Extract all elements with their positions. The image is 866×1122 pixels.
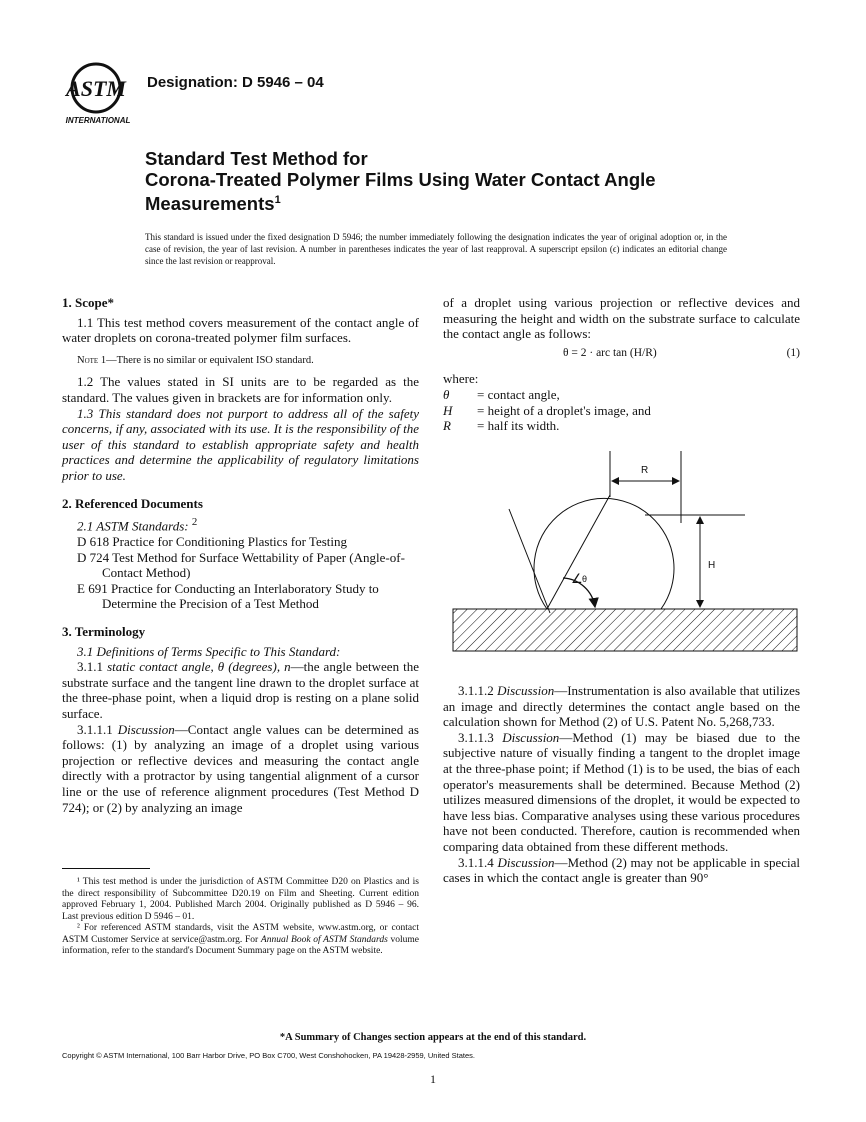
designation: Designation: D 5946 – 04 [147, 74, 324, 91]
term-3-1-1-term: static contact angle, θ (degrees), n [107, 659, 291, 675]
where-label: where: [443, 371, 479, 387]
theta-label: θ [582, 574, 588, 584]
scope-1-3: 1.3 This standard does not purport to address all of the safety concerns, if any, associated with its use. It is the responsibility of the user of this standard to establish appropriate safety and health practices and determine the applicability of regulatory limitations prior to use. [62, 405, 419, 483]
disc-text: —Instrumentation is also available that utilizes an image and directly determines the contact angle based on the calculation shown for Method (2) of U.S. Patent No. 5,268,733. [443, 683, 801, 730]
symbol-list [443, 387, 800, 434]
symbol: H [443, 402, 453, 418]
scope-heading: 1. Scope* [62, 295, 114, 310]
term-3-1-1-num: 3.1.1 [77, 659, 103, 675]
terminology-heading: 3. Terminology [62, 624, 146, 640]
note-text: 1—There is no similar or equivalent ISO standard. [100, 354, 314, 366]
standard-notice: This standard is issued under the fixed designation D 5946; the number immediately following the designation indicates the year of original adoption or, in the case of revision, the year of last revision. A number in parentheses indicates the year of last reapproval. A superscript epsilon (ϵ) indicates an editorial change since the last revision or reapproval. [145, 232, 727, 266]
disc-label: Discussion [502, 729, 560, 745]
discussion-3-1-1-2 [443, 683, 800, 730]
term-3-1-text: 3.1 Definitions of Terms Specific to This Standard: [77, 643, 341, 659]
method-continuation: of a droplet using various projection or reflective devices and measuring the height and width on the substrate surface to calculate the contact angle as follows: [443, 295, 800, 342]
scope-1-2: 1.2 The values stated in SI units are to be regarded as the standard. The values given in brackets are for information only. [62, 374, 419, 405]
substrate [453, 609, 797, 651]
footnote-2 [62, 923, 419, 958]
logo-sub: INTERNATIONAL [65, 116, 131, 125]
left-column [62, 295, 419, 815]
term-3-1-1 [62, 659, 419, 721]
title-footnote-mark: 1 [274, 194, 281, 206]
summary-note: *A Summary of Changes section appears at the end of this standard. [279, 1032, 587, 1043]
footnote-rule [62, 868, 150, 869]
astm-logo [62, 60, 140, 126]
symbol-theta [443, 387, 800, 403]
h-label: H [708, 560, 716, 571]
term-3-1-1-1 [62, 722, 419, 816]
disc-num: 3.1.1.3 [458, 729, 494, 745]
right-column-bottom [443, 683, 800, 886]
r-label: R [641, 465, 649, 476]
term-3-1-1-text: —the angle between the substrate surface and the tangent line drawn to the droplet surface at the three-phase point, when a liquid drop is resting on a plane solid surface. [62, 659, 420, 721]
title-line-1: Standard Test Method for [145, 148, 368, 169]
title-line-3: Measurements [145, 193, 275, 215]
footnote-1: ¹ This test method is under the jurisdiction of ASTM Committee D20 on Plastics and is the direct responsibility of Subcommittee D20.19 on Film and Sheeting. Current edition approved February 1, 2004. Published March 2004. Originally published as D 5946 – 96. Last previous edition D 5946 – 01. [62, 877, 419, 922]
disc-num: 3.1.1.2 [458, 683, 494, 698]
footnote-2-italic: Annual Book of ASTM Standards [260, 934, 388, 945]
right-column-top [443, 295, 800, 434]
equation-text: θ = 2 · arc tan (H/R) [563, 346, 657, 359]
theta-symbol: ∠ [571, 571, 583, 586]
astm-standards-sub [77, 515, 419, 534]
tangent-line [509, 509, 550, 613]
contact-angle-figure [445, 443, 805, 668]
logo-text: ASTM [66, 76, 126, 101]
footnote-2-a: ² For referenced ASTM standards, visit the ASTM website, www.astm.org, or contact ASTM Customer Service at service@astm.org. For [62, 923, 419, 945]
ref-item-d724: D 724 Test Method for Surface Wettability of Paper (Angle-of-Contact Method) [77, 549, 405, 581]
disc-num: 3.1.1.4 [458, 854, 494, 870]
discussion-3-1-1-4 [443, 855, 800, 886]
footnote-2-b: volume information, refer to the standard's Document Summary page on the ASTM website. [62, 934, 420, 956]
radius-line [547, 495, 610, 609]
referenced-heading: 2. Referenced Documents [62, 495, 203, 511]
ref-item-e691: E 691 Practice for Conducting an Interlaboratory Study to Determine the Precision of a Test Method [77, 580, 379, 612]
symbol-h [443, 403, 800, 419]
symbol-desc: = half its width. [477, 418, 560, 434]
note-label: Note [77, 354, 99, 366]
equation-number: (1) [786, 346, 800, 359]
symbol-desc: = contact angle, [477, 386, 560, 402]
disc-label: Discussion [497, 683, 555, 698]
disc-label: Discussion [497, 854, 555, 870]
discussion-3-1-1-3 [443, 730, 800, 855]
term-3-1-1-1-text: —Contact angle values can be determined as follows: (1) by analyzing an image of a droplet using various projection or reflective devices and measuring the contact angle directly with a protractor by using tangential alignment of a cursor line or the use of reference alignment procedures (Test Method D 724); or (2) by analyzing an image [62, 721, 419, 815]
copyright: Copyright © ASTM International, 100 Barr Harbor Drive, PO Box C700, West Conshohocken, PA 19428-2959, United States. [62, 1051, 475, 1060]
term-3-1-1-1-label: Discussion [117, 721, 175, 737]
page-number: 1 [430, 1072, 436, 1086]
astm-standards-sup: 2 [191, 516, 198, 529]
disc-text: —Method (1) may be biased due to the subjective nature of visually finding a tangent to the droplet image at the three-phase point; if Method (1) is to be used, the bias of each operator's measurements shall be determined. Because Method (2) utilizes measured dimensions of the droplet, it would be expected to have less bias. Comparative analyses using these various procedures have not been conducted. Therefore, caution is recommended when comparing data obtained from these different methods. [443, 729, 800, 854]
title-line-2: Corona-Treated Polymer Films Using Water Contact Angle [145, 169, 656, 190]
scope-1-1: 1.1 This test method covers measurement of the contact angle of water droplets on corona-treated polymer film surfaces. [62, 314, 419, 346]
symbol: θ [443, 386, 450, 402]
symbol-r [443, 418, 800, 434]
disc-text: —Method (2) may not be applicable in special cases in which the contact angle is greater than 90° [443, 854, 801, 886]
footnotes [62, 877, 419, 958]
astm-standards-label: 2.1 ASTM Standards: [77, 518, 189, 534]
symbol: R [443, 418, 451, 434]
note-1 [77, 353, 419, 369]
symbol-desc: = height of a droplet's image, and [477, 402, 651, 418]
term-3-1-1-1-num: 3.1.1.1 [77, 721, 113, 737]
term-3-1 [62, 644, 419, 660]
equation-1 [443, 346, 800, 362]
document-title [145, 148, 785, 214]
ref-item-d618: D 618 Practice for Conditioning Plastics for Testing [77, 534, 348, 550]
